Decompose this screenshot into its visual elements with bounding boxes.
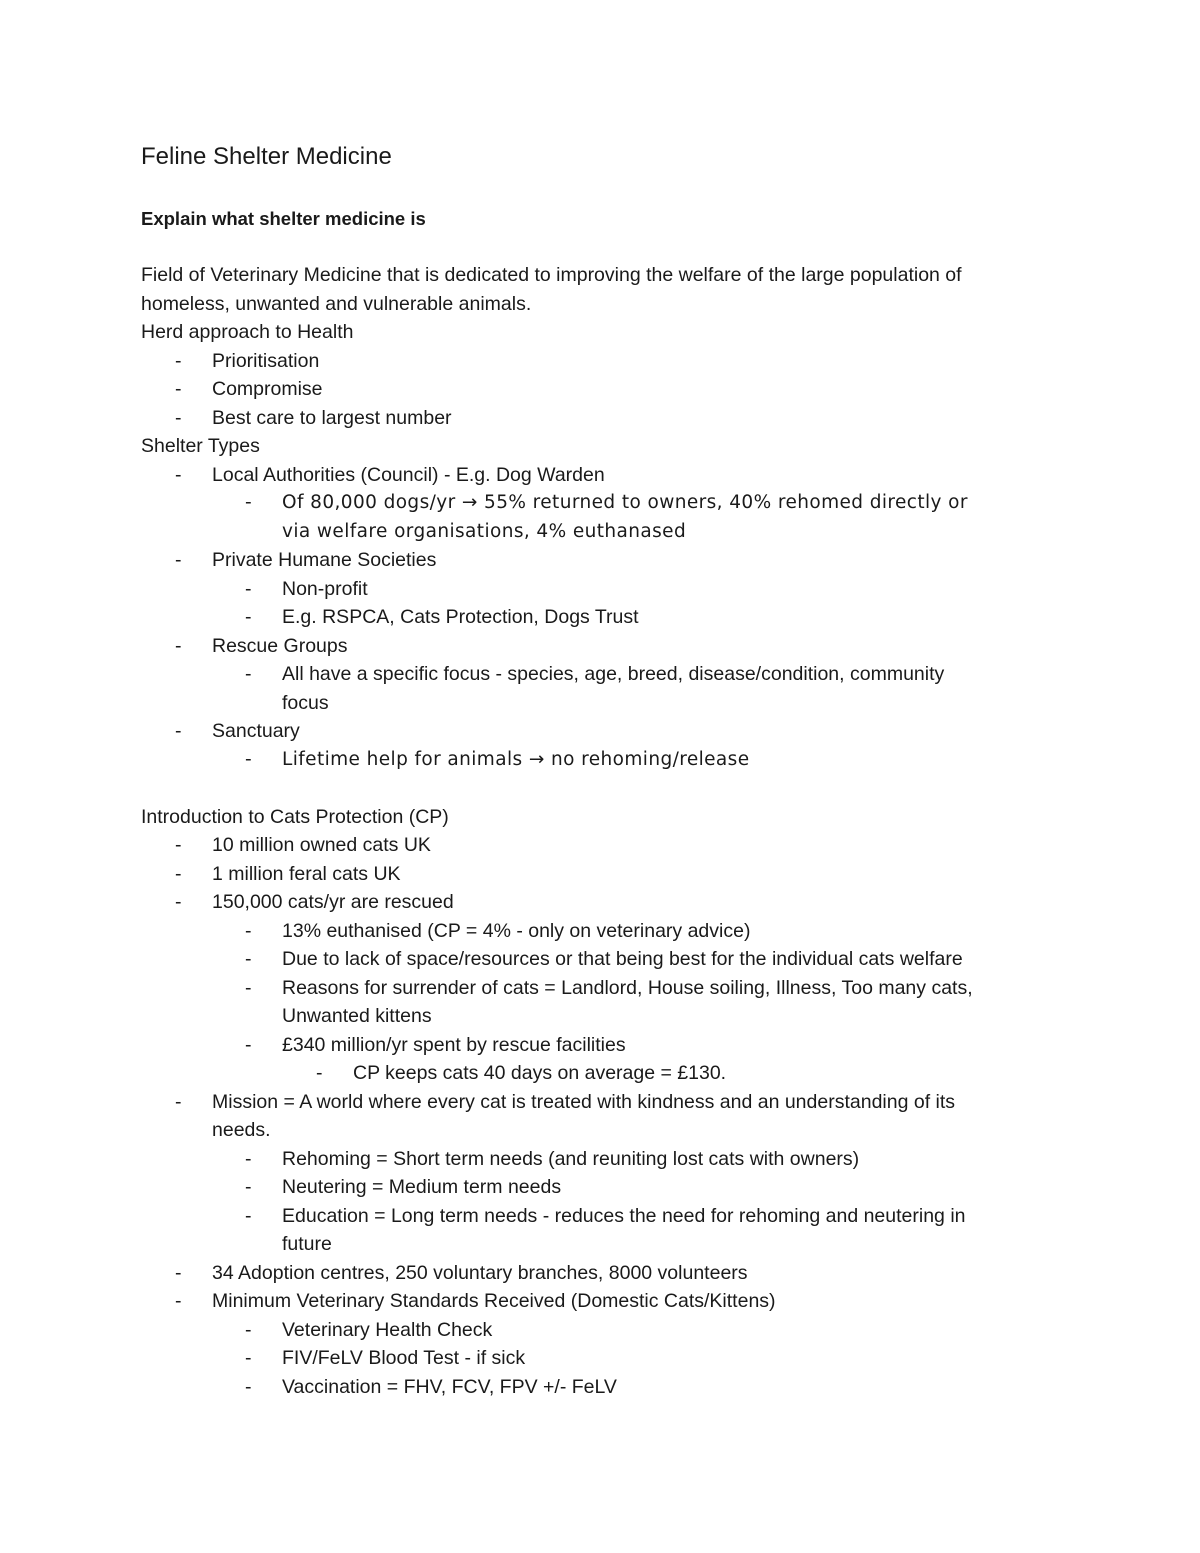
bullet-dash: - — [245, 948, 252, 970]
list-item-text: Non-profit — [282, 577, 368, 600]
list-item-continuation — [141, 1116, 1061, 1145]
list-item — [141, 375, 1061, 404]
bullet-dash: - — [175, 720, 182, 742]
list-item — [141, 575, 1061, 604]
bullet-dash: - — [245, 1375, 252, 1398]
list-item-continuation — [141, 518, 1061, 547]
list-item — [141, 489, 1061, 518]
shelter-types-label: Shelter Types — [141, 435, 260, 457]
bullet-dash: - — [175, 634, 182, 657]
list-item — [141, 660, 1061, 689]
list-item-text: £340 million/yr spent by rescue facilities — [282, 1033, 626, 1056]
bullet-dash: - — [175, 891, 182, 913]
list-item — [141, 860, 1061, 889]
list-item — [141, 1373, 1061, 1402]
list-item-text: Compromise — [212, 378, 323, 400]
list-item-text: Education = Long term needs - reduces the need for rehoming and neutering in — [282, 1204, 966, 1227]
list-item-text: Sanctuary — [212, 720, 300, 742]
list-item-text: 13% euthanised (CP = 4% - only on veterinary advice) — [282, 919, 751, 942]
list-item — [141, 461, 1061, 490]
list-item — [141, 1316, 1061, 1345]
bullet-dash: - — [245, 492, 253, 513]
list-item — [141, 746, 1061, 775]
bullet-dash: - — [245, 976, 252, 999]
list-item-text: 34 Adoption centres, 250 voluntary branches, 8000 volunteers — [212, 1261, 748, 1284]
list-item-text: 1 million feral cats UK — [212, 862, 401, 885]
bullet-dash: - — [245, 1147, 252, 1170]
list-item — [141, 347, 1061, 376]
list-item — [141, 603, 1061, 632]
list-item-text: 150,000 cats/yr are rescued — [212, 891, 454, 913]
section-heading: Explain what shelter medicine is — [141, 208, 426, 229]
list-item — [141, 831, 1061, 860]
bullet-dash: - — [245, 1347, 252, 1369]
bullet-dash: - — [245, 663, 252, 685]
list-item — [141, 546, 1061, 575]
bullet-dash: - — [175, 463, 182, 486]
list-item — [141, 917, 1061, 946]
bullet-dash: - — [175, 1261, 182, 1284]
list-item-text: FIV/FeLV Blood Test - if sick — [282, 1347, 526, 1369]
list-item — [141, 1344, 1061, 1373]
list-item-text: needs. — [212, 1119, 271, 1141]
bullet-dash: - — [175, 549, 182, 571]
bullet-dash: - — [175, 1090, 182, 1113]
list-item — [141, 1059, 1061, 1088]
list-item-text: future — [282, 1233, 332, 1255]
intro-paragraph-line: homeless, unwanted and vulnerable animals. — [141, 292, 532, 315]
list-item-text: Vaccination = FHV, FCV, FPV +/- FeLV — [282, 1375, 617, 1398]
list-item-text: Neutering = Medium term needs — [282, 1176, 562, 1198]
herd-approach-label: Herd approach to Health — [141, 321, 354, 343]
list-item-text: Due to lack of space/resources or that being best for the individual cats welfare — [282, 948, 963, 970]
list-item-text: All have a specific focus - species, age, breed, disease/condition, community — [282, 663, 945, 685]
list-item — [141, 1259, 1061, 1288]
bullet-dash: - — [175, 834, 182, 856]
list-item-text: Rehoming = Short term needs (and reuniting lost cats with owners) — [282, 1147, 860, 1170]
list-item-text: Minimum Veterinary Standards Received (Domestic Cats/Kittens) — [212, 1290, 776, 1312]
list-item — [141, 888, 1061, 917]
list-item-text: Reasons for surrender of cats = Landlord, House soiling, Illness, Too many cats, — [282, 976, 973, 999]
list-item-continuation — [141, 1002, 1061, 1031]
list-item-continuation — [141, 689, 1061, 718]
cats-protection-label: Introduction to Cats Protection (CP) — [141, 805, 449, 828]
list-item-text: Prioritisation — [212, 349, 320, 372]
list-item-text: Private Humane Societies — [212, 549, 437, 571]
bullet-dash: - — [245, 748, 253, 770]
list-item-text: 10 million owned cats UK — [212, 834, 431, 856]
list-item-text: Best care to largest number — [212, 406, 452, 429]
bullet-dash: - — [175, 406, 182, 429]
document-body — [141, 261, 1061, 1401]
bullet-dash: - — [245, 1176, 252, 1198]
list-item-text: Mission = A world where every cat is treated with kindness and an understanding of its — [212, 1090, 956, 1113]
list-item-text: Unwanted kittens — [282, 1005, 432, 1027]
list-item-text: focus — [282, 691, 329, 714]
list-item — [141, 404, 1061, 433]
bullet-dash: - — [245, 606, 252, 628]
list-item — [141, 1088, 1061, 1117]
list-item-text: Lifetime help for animals → no rehoming/release — [282, 748, 750, 770]
list-item-text: Local Authorities (Council) - E.g. Dog Warden — [212, 463, 605, 486]
bullet-dash: - — [175, 1290, 182, 1312]
list-item-continuation — [141, 1230, 1061, 1259]
list-item — [141, 974, 1061, 1003]
bullet-dash: - — [175, 862, 182, 885]
bullet-dash: - — [316, 1062, 323, 1084]
list-item — [141, 1202, 1061, 1231]
list-item — [141, 1031, 1061, 1060]
list-item-text: E.g. RSPCA, Cats Protection, Dogs Trust — [282, 606, 639, 628]
bullet-dash: - — [175, 378, 182, 400]
intro-paragraph-line: Field of Veterinary Medicine that is dedicated to improving the welfare of the large population of — [141, 264, 962, 286]
list-item — [141, 1287, 1061, 1316]
list-item — [141, 1173, 1061, 1202]
bullet-dash: - — [175, 349, 182, 372]
list-item-text: Of 80,000 dogs/yr → 55% returned to owners, 40% rehomed directly or — [282, 492, 968, 513]
list-item-text: via welfare organisations, 4% euthanased — [282, 520, 687, 542]
list-item — [141, 717, 1061, 746]
list-item — [141, 632, 1061, 661]
list-item-text: CP keeps cats 40 days on average = £130. — [353, 1062, 727, 1084]
document-title: Feline Shelter Medicine — [141, 143, 392, 170]
bullet-dash: - — [245, 1318, 252, 1341]
bullet-dash: - — [245, 919, 252, 942]
list-item — [141, 945, 1061, 974]
list-item-text: Rescue Groups — [212, 634, 348, 657]
list-item-text: Veterinary Health Check — [282, 1318, 493, 1341]
spacer — [141, 774, 1061, 803]
list-item — [141, 1145, 1061, 1174]
bullet-dash: - — [245, 1033, 252, 1056]
bullet-dash: - — [245, 1204, 252, 1227]
bullet-dash: - — [245, 577, 252, 600]
